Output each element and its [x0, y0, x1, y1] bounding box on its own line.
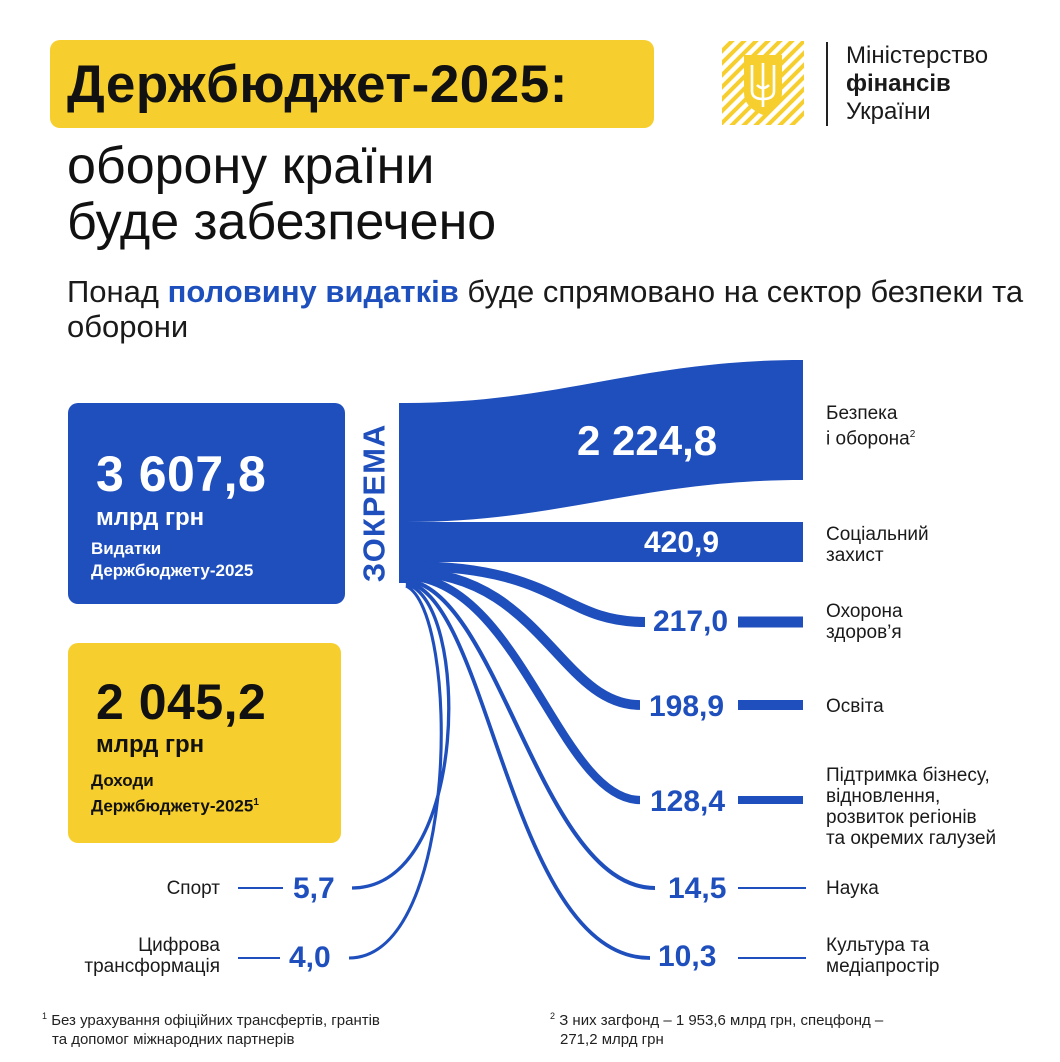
category-education-line-1: Освіта	[826, 696, 884, 717]
income-value: 2 045,2	[96, 674, 267, 730]
category-science-line-1: Наука	[826, 878, 879, 899]
income-caption-line-2: Держбюджету-2025	[91, 796, 254, 816]
footnote-1-mark: 1	[42, 1011, 48, 1021]
expenditures-value: 3 607,8	[96, 446, 267, 502]
category-defense-line-2: і оборона	[826, 428, 910, 450]
income-caption-note: 1	[253, 797, 259, 808]
value-label-social: 420,9	[644, 526, 720, 559]
category-defense-line-1: Безпека	[826, 403, 898, 424]
category-label-social	[826, 524, 929, 566]
category-label-science	[826, 878, 879, 899]
vertical-label	[357, 403, 391, 603]
flow-curve-digital	[349, 586, 441, 958]
category-label-culture	[826, 935, 940, 977]
logo-line-3: України	[846, 98, 931, 125]
lead-highlight: половину видатків	[167, 274, 459, 309]
footnote-2	[550, 1007, 1020, 1049]
value-label-sport: 5,7	[293, 872, 335, 905]
footnote-2-line-1: З них загфонд – 1 953,6 млрд грн, спецфонд –	[559, 1012, 884, 1029]
category-label-defense	[826, 403, 915, 449]
flow-band-social	[406, 522, 803, 562]
category-label-sport	[120, 878, 220, 899]
expenditures-caption-line-1: Видатки	[91, 539, 162, 558]
category-label-health	[826, 601, 903, 643]
category-social-line-2: захист	[826, 545, 884, 566]
flow-curve-sport	[352, 584, 449, 888]
subtitle-line-2: буде забезпечено	[67, 193, 497, 251]
footnote-2-line-2: 271,2 млрд грн	[560, 1031, 664, 1048]
income-caption	[91, 770, 259, 818]
category-culture-line-1: Культура та	[826, 935, 930, 956]
value-label-science: 14,5	[668, 872, 727, 905]
sankey-source-node	[399, 403, 406, 583]
expenditures-unit: млрд грн	[96, 504, 205, 531]
category-business-line-4: та окремих галузей	[826, 828, 997, 849]
value-label-culture: 10,3	[658, 940, 717, 973]
category-health-line-1: Охорона	[826, 601, 903, 622]
category-business-line-1: Підтримка бізнесу,	[826, 765, 990, 786]
expenditures-box	[68, 403, 345, 604]
category-digital-line-1: Цифрова	[138, 935, 220, 956]
category-health-line-2: здоров’я	[826, 622, 902, 643]
page-title: Держбюджет-2025:	[67, 55, 568, 114]
subtitle-line-1: оборону країни	[67, 137, 435, 195]
category-label-digital	[80, 935, 220, 977]
category-social-line-1: Соціальний	[826, 524, 929, 545]
footnote-2-mark: 2	[550, 1011, 556, 1021]
lead-pre: Понад	[67, 274, 168, 309]
expenditures-caption-line-2: Держбюджету-2025	[91, 561, 254, 580]
category-label-education	[826, 696, 884, 717]
logo-line-2: фінансів	[846, 70, 951, 97]
vertical-label-text: ЗОКРЕМА	[356, 423, 392, 583]
value-label-education: 198,9	[649, 690, 725, 723]
expenditures-caption	[91, 538, 253, 582]
value-label-business: 128,4	[650, 785, 726, 818]
logo-line-1: Міністерство	[846, 42, 989, 69]
footnote-1-line-1: Без урахування офіційних трансфертів, грантів	[51, 1012, 380, 1029]
category-sport-line-1: Спорт	[166, 878, 220, 899]
income-caption-line-1: Доходи	[91, 771, 154, 790]
income-unit: млрд грн	[96, 731, 205, 758]
lead-post: буде спрямовано на сектор безпеки та оборони	[67, 274, 1024, 344]
category-label-business	[826, 765, 996, 849]
value-label-defense: 2 224,8	[577, 417, 718, 464]
category-business-line-2: відновлення,	[826, 786, 941, 807]
category-business-line-3: розвиток регіонів	[826, 807, 977, 828]
footnote-1	[42, 1007, 512, 1049]
category-defense-note: 2	[909, 429, 916, 440]
value-label-digital: 4,0	[289, 941, 331, 974]
category-digital-line-2: трансформація	[84, 956, 220, 977]
income-box	[68, 643, 341, 843]
value-label-health: 217,0	[653, 605, 729, 638]
footnote-1-line-2: та допомог міжнародних партнерів	[52, 1031, 295, 1048]
category-culture-line-2: медіапростір	[826, 956, 940, 977]
